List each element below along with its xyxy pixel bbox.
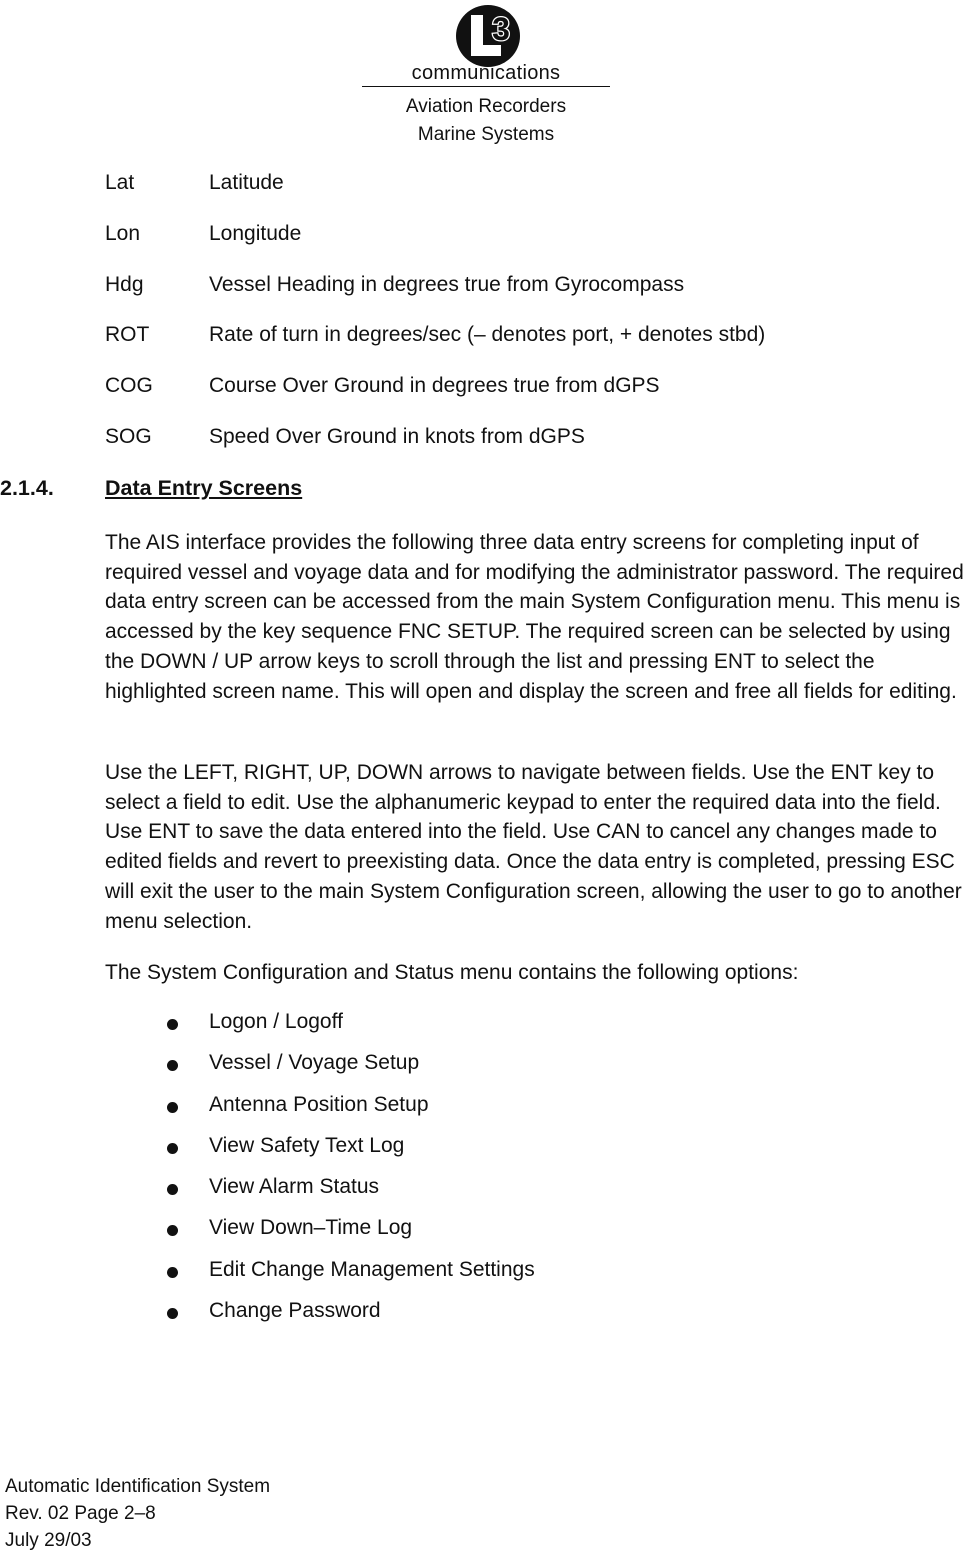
abbreviation-definition: Vessel Heading in degrees true from Gyrocompass bbox=[209, 273, 685, 296]
bullet-icon bbox=[167, 1225, 178, 1236]
bullet-icon bbox=[167, 1060, 178, 1071]
abbreviation-definition: Longitude bbox=[209, 222, 302, 245]
bullet-icon bbox=[167, 1184, 178, 1195]
menu-option-item bbox=[0, 1134, 965, 1164]
footer-date: July 29/03 bbox=[5, 1530, 92, 1551]
company-wordmark: communications bbox=[411, 62, 561, 84]
bullet-icon bbox=[167, 1102, 178, 1113]
menu-option-item bbox=[0, 1051, 965, 1081]
abbreviation-code: Hdg bbox=[105, 273, 144, 296]
abbreviation-code: Lon bbox=[105, 222, 141, 245]
bullet-icon bbox=[167, 1308, 178, 1319]
body-paragraph: Use the LEFT, RIGHT, UP, DOWN arrows to navigate between fields. Use the ENT key to select a field to edit. Use the alphanumeric keypad to enter the required data into the field. Use ENT to save the data entered into the field. Use CAN to cancel any changes made to edited fields and revert to preexisting data. Once the data entry is completed, pressing ESC will exit the user to the main System Configuration screen, allowing the user to go to another menu selection. bbox=[105, 761, 962, 933]
menu-option-label: View Alarm Status bbox=[209, 1175, 380, 1198]
menu-option-label: View Safety Text Log bbox=[209, 1134, 405, 1157]
menu-option-item bbox=[0, 1010, 965, 1040]
abbreviation-row bbox=[0, 273, 965, 303]
footer-revision-page: Rev. 02 Page 2–8 bbox=[5, 1503, 156, 1524]
abbreviation-row bbox=[0, 425, 965, 455]
menu-option-label: Vessel / Voyage Setup bbox=[209, 1051, 420, 1074]
menu-option-item bbox=[0, 1175, 965, 1205]
menu-option-label: Change Password bbox=[209, 1299, 381, 1322]
abbreviation-row bbox=[0, 222, 965, 252]
menu-option-item bbox=[0, 1299, 965, 1329]
svg-text:3: 3 bbox=[492, 11, 510, 47]
body-paragraph: The AIS interface provides the following three data entry screens for completing input of required vessel and voyage data and for modifying the administrator password. The required data entry screen can be accessed from the main System Configuration menu. This menu is accessed by the key sequence FNC SETUP. The required screen can be selected by using the DOWN / UP arrow keys to scroll through the list and pressing ENT to select the highlighted screen name. This will open and display the screen and free all fields for editing. bbox=[105, 531, 964, 703]
menu-option-label: View Down–Time Log bbox=[209, 1216, 413, 1239]
page-header bbox=[0, 0, 965, 160]
abbreviation-row bbox=[0, 323, 965, 353]
abbreviation-definition: Rate of turn in degrees/sec (– denotes port, + denotes stbd) bbox=[209, 323, 766, 346]
body-paragraph: The System Configuration and Status menu contains the following options: bbox=[105, 961, 799, 984]
bullet-icon bbox=[167, 1267, 178, 1278]
bullet-icon bbox=[167, 1143, 178, 1154]
menu-option-label: Logon / Logoff bbox=[209, 1010, 343, 1033]
abbreviation-definition: Course Over Ground in degrees true from dGPS bbox=[209, 374, 660, 397]
menu-option-label: Edit Change Management Settings bbox=[209, 1258, 535, 1281]
abbreviation-code: COG bbox=[105, 374, 153, 397]
abbreviation-code: ROT bbox=[105, 323, 150, 346]
bullet-icon bbox=[167, 1019, 178, 1030]
abbreviation-code: SOG bbox=[105, 425, 152, 448]
abbreviation-row bbox=[0, 171, 965, 201]
abbreviation-definition: Latitude bbox=[209, 171, 284, 194]
abbreviation-row bbox=[0, 374, 965, 404]
l3-logo-icon bbox=[454, 3, 524, 69]
division-line-1: Aviation Recorders bbox=[405, 96, 567, 117]
abbreviation-definition: Speed Over Ground in knots from dGPS bbox=[209, 425, 585, 448]
menu-option-item bbox=[0, 1216, 965, 1246]
abbreviation-code: Lat bbox=[105, 171, 135, 194]
menu-option-item bbox=[0, 1093, 965, 1123]
section-number: 2.1.4. bbox=[0, 476, 54, 500]
header-rule bbox=[362, 86, 610, 87]
section-title: Data Entry Screens bbox=[105, 476, 303, 500]
menu-option-item bbox=[0, 1258, 965, 1288]
division-line-2: Marine Systems bbox=[417, 124, 555, 145]
footer-document-title: Automatic Identification System bbox=[5, 1476, 271, 1497]
menu-option-label: Antenna Position Setup bbox=[209, 1093, 429, 1116]
